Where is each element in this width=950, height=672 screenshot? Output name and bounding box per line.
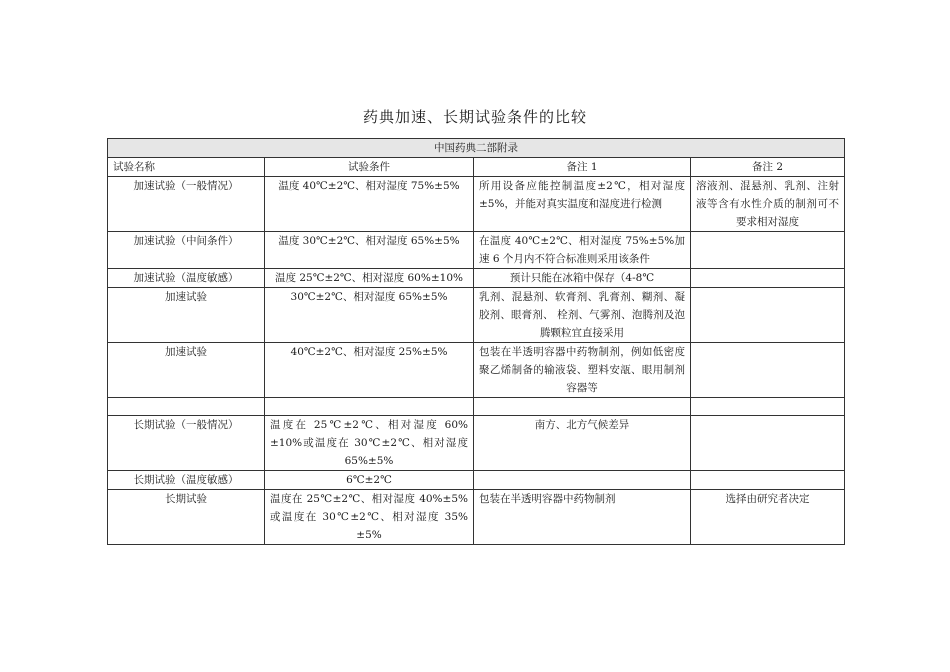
cell-note1: 南方、北方气候差异 [474, 416, 691, 471]
cell-note1 [474, 471, 691, 490]
cell-note1 [474, 398, 691, 416]
header-note1: 备注 1 [474, 158, 691, 177]
cell-note1: 预计只能在冰箱中保存（4-8℃ [474, 269, 691, 288]
cell-note2: 选择由研究者决定 [691, 490, 845, 545]
cell-note2 [691, 398, 845, 416]
cell-note2 [691, 416, 845, 471]
header-condition: 试验条件 [265, 158, 474, 177]
cell-note2 [691, 269, 845, 288]
table-row [108, 471, 845, 490]
table-row [108, 232, 845, 269]
cell-name: 加速试验（温度敏感） [108, 269, 265, 288]
cell-condition [265, 398, 474, 416]
table-row [108, 490, 845, 545]
table-row [108, 343, 845, 398]
cell-note1: 乳剂、混悬剂、软膏剂、乳膏剂、糊剂、凝胶剂、眼膏剂、 栓剂、气雾剂、泡腾剂及泡腾颗粒宜直接采用 [474, 288, 691, 343]
cell-note1: 所用设备应能控制温度±2℃，相对湿度±5%，并能对真实温度和湿度进行检测 [474, 177, 691, 232]
cell-note1: 包装在半透明容器中药物制剂，例如低密度聚乙烯制备的输液袋、塑料安瓿、眼用制剂容器等 [474, 343, 691, 398]
header-name: 试验名称 [108, 158, 265, 177]
cell-note2 [691, 288, 845, 343]
comparison-table [107, 138, 845, 545]
cell-note2 [691, 471, 845, 490]
cell-note2 [691, 343, 845, 398]
document-title: 药典加速、长期试验条件的比较 [362, 108, 587, 126]
cell-note1: 包装在半透明容器中药物制剂 [474, 490, 691, 545]
cell-name: 长期试验（温度敏感） [108, 471, 265, 490]
table-row [108, 288, 845, 343]
cell-condition: 温度在 25℃±2℃、相对湿度 60%±10%或温度在 30℃±2℃、相对湿度 65%±5% [265, 416, 474, 471]
header-note2: 备注 2 [691, 158, 845, 177]
cell-name [108, 398, 265, 416]
cell-condition: 40℃±2℃、相对湿度 25%±5% [265, 343, 474, 398]
cell-name: 加速试验（中间条件） [108, 232, 265, 269]
cell-condition: 6℃±2℃ [265, 471, 474, 490]
cell-name: 长期试验（一般情况） [108, 416, 265, 471]
table-row [108, 416, 845, 471]
band-cell: 中国药典二部附录 [108, 139, 845, 158]
table-header-row [108, 158, 845, 177]
table-band-row [108, 139, 845, 158]
table-row [108, 269, 845, 288]
cell-condition: 温度在 25℃±2℃、相对湿度 40%±5%或温度在 30℃±2℃、相对湿度 35%±5% [265, 490, 474, 545]
cell-condition: 30℃±2℃、相对湿度 65%±5% [265, 288, 474, 343]
cell-name: 加速试验（一般情况） [108, 177, 265, 232]
cell-condition: 温度 25℃±2℃、相对湿度 60%±10% [265, 269, 474, 288]
table-row [108, 177, 845, 232]
cell-name: 长期试验 [108, 490, 265, 545]
cell-note1: 在温度 40℃±2℃、相对湿度 75%±5%加速 6 个月内不符合标准则采用该条件 [474, 232, 691, 269]
cell-note2: 溶液剂、混悬剂、乳剂、注射液等含有水性介质的制剂可不要求相对湿度 [691, 177, 845, 232]
cell-name: 加速试验 [108, 343, 265, 398]
cell-condition: 温度 40℃±2℃、相对湿度 75%±5% [265, 177, 474, 232]
cell-note2 [691, 232, 845, 269]
table-row [108, 398, 845, 416]
cell-condition: 温度 30℃±2℃、相对湿度 65%±5% [265, 232, 474, 269]
cell-name: 加速试验 [108, 288, 265, 343]
